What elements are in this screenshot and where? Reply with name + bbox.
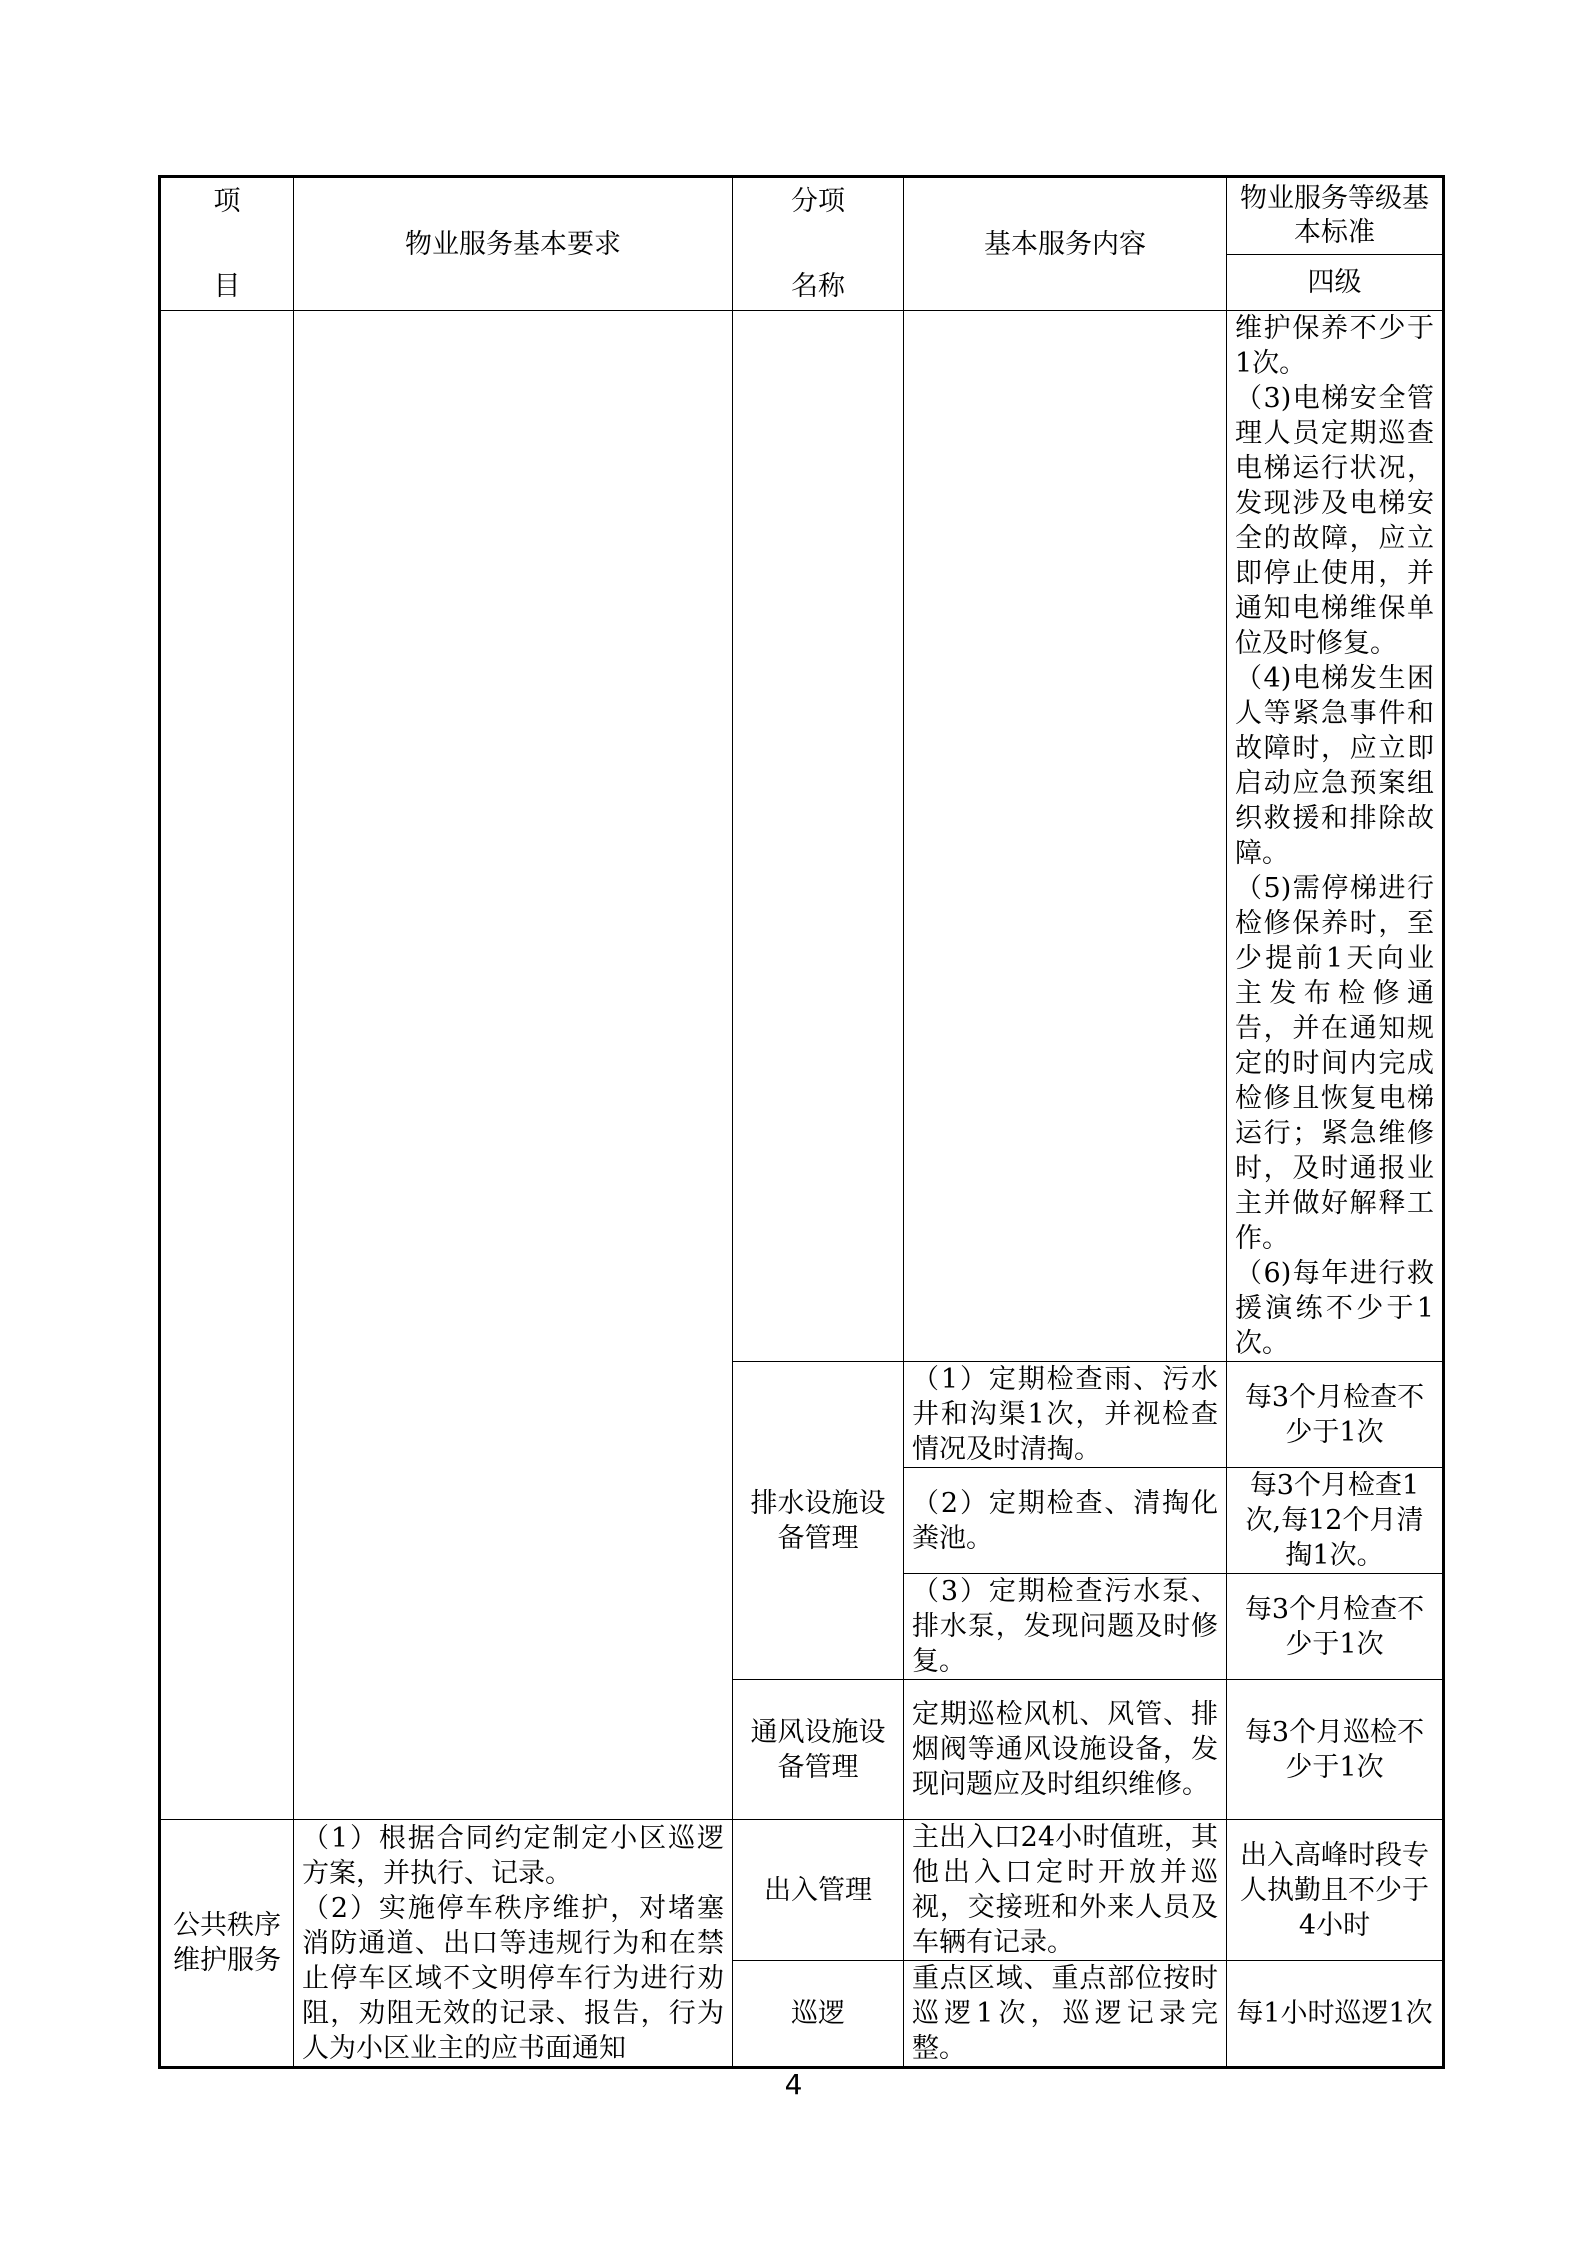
drainage-std-1: 每3个月检查不少于1次 xyxy=(1227,1362,1444,1468)
elevator-std-line: （6)每年进行救援演练不少于1次。 xyxy=(1235,1258,1434,1359)
requirement-line: （1）根据合同约定制定小区巡逻方案，并执行、记录。 xyxy=(302,1822,724,1889)
entry-management-content: 主出入口24小时值班，其他出入口定时开放并巡视，交接班和外来人员及车辆有记录。 xyxy=(904,1820,1227,1961)
header-requirements: 物业服务基本要求 xyxy=(294,177,733,311)
requirement-line: （2）实施停车秩序维护，对堵塞消防通道、出口等违规行为和在禁止停车区域不文明停车行为进行劝阻，劝阻无效的记录、报告，行为人为小区业主的应书面通知 xyxy=(302,1892,724,2064)
drainage-std-3: 每3个月检查不少于1次 xyxy=(1227,1574,1444,1680)
header-grade-level: 四级 xyxy=(1227,255,1444,311)
public-order-item: 公共秩序维护服务 xyxy=(160,1820,294,2068)
patrol-content: 重点区域、重点部位按时巡逻1次，巡逻记录完整。 xyxy=(904,1961,1227,2068)
header-subitem-line1: 分项 xyxy=(791,186,845,217)
header-subitem-line2: 名称 xyxy=(791,271,845,302)
patrol-std: 每1小时巡逻1次 xyxy=(1227,1961,1444,2068)
drainage-name: 排水设施设备管理 xyxy=(733,1362,904,1680)
public-order-requirements xyxy=(294,1820,733,2068)
subitem-cell-empty xyxy=(733,311,904,1362)
header-grade-standard: 物业服务等级基本标准 xyxy=(1227,177,1444,255)
drainage-content-1: （1）定期检查雨、污水井和沟渠1次，并视检查情况及时清掏。 xyxy=(904,1362,1227,1468)
elevator-std-line: 维护保养不少于1次。 xyxy=(1235,313,1434,379)
ventilation-name: 通风设施设备管理 xyxy=(733,1680,904,1820)
drainage-content-3: （3）定期检查污水泵、排水泵，发现问题及时修复。 xyxy=(904,1574,1227,1680)
drainage-std-2: 每3个月检查1次,每12个月清掏1次。 xyxy=(1227,1468,1444,1574)
header-item-line1: 项 xyxy=(213,186,241,217)
entry-management-std: 出入高峰时段专人执勤且不少于4小时 xyxy=(1227,1820,1444,1961)
header-subitem xyxy=(733,177,904,311)
elevator-standard xyxy=(1227,311,1444,1362)
page-number: 4 xyxy=(784,2068,803,2101)
ventilation-content: 定期巡检风机、风管、排烟阀等通风设施设备，发现问题应及时组织维修。 xyxy=(904,1680,1227,1820)
service-standard-table xyxy=(158,175,1445,2069)
requirements-cell-empty xyxy=(294,311,733,1820)
header-item-line2: 目 xyxy=(213,271,241,302)
entry-management-name: 出入管理 xyxy=(733,1820,904,1961)
elevator-std-line: （5)需停梯进行检修保养时，至少提前1天向业主发布检修通告，并在通知规定的时间内完成检修且恢复电梯运行；紧急维修时，及时通报业主并做好解释工作。 xyxy=(1235,873,1434,1254)
header-item xyxy=(160,177,294,311)
drainage-content-2: （2）定期检查、清掏化粪池。 xyxy=(904,1468,1227,1574)
elevator-std-line: （4)电梯发生困人等紧急事件和故障时，应立即启动应急预案组织救援和排除故障。 xyxy=(1235,663,1434,869)
header-service-content: 基本服务内容 xyxy=(904,177,1227,311)
content-cell-empty xyxy=(904,311,1227,1362)
patrol-name: 巡逻 xyxy=(733,1961,904,2068)
item-cell-empty xyxy=(160,311,294,1820)
elevator-std-line: （3)电梯安全管理人员定期巡查电梯运行状况，发现涉及电梯安全的故障，应立即停止使用，并通知电梯维保单位及时修复。 xyxy=(1235,383,1434,659)
ventilation-std: 每3个月巡检不少于1次 xyxy=(1227,1680,1444,1820)
